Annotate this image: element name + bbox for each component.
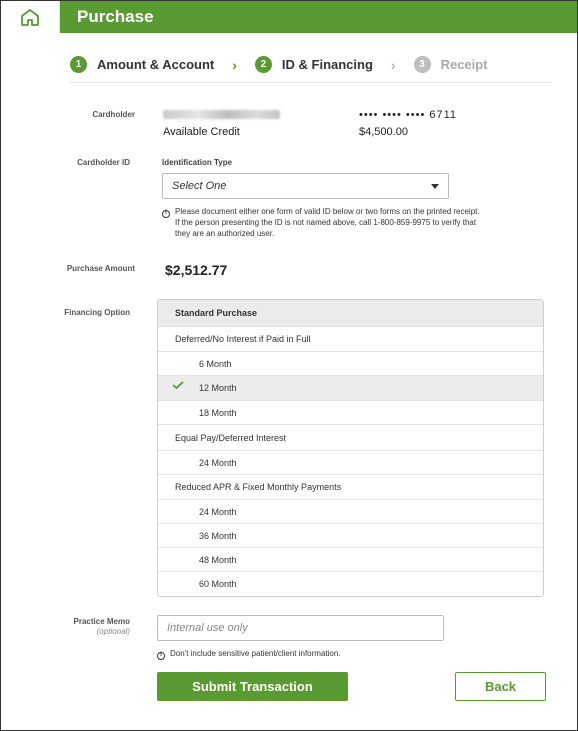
info-icon: i (157, 652, 165, 660)
chevron-right-icon: › (390, 56, 396, 73)
id-info-icon-wrap (162, 206, 170, 218)
memo-optional-text: (optional) (96, 627, 130, 636)
financing-option-label: Financing Option (64, 308, 130, 317)
back-button[interactable]: Back (455, 672, 546, 701)
option-reduced-24-month[interactable]: 24 Month (158, 499, 543, 523)
submit-transaction-button[interactable]: Submit Transaction (157, 672, 348, 701)
purchase-amount-label: Purchase Amount (66, 264, 135, 273)
option-deferred-18-month[interactable]: 18 Month (158, 400, 543, 424)
group-equal-pay: Equal Pay/Deferred Interest (158, 424, 543, 450)
header (1, 1, 577, 33)
step-label: Amount & Account (97, 57, 215, 72)
home-icon (20, 8, 40, 26)
step-receipt (414, 56, 488, 73)
option-reduced-60-month[interactable]: 60 Month (158, 571, 543, 596)
practice-memo-input[interactable] (157, 615, 444, 641)
option-equal-pay-24-month[interactable]: 24 Month (158, 450, 543, 474)
memo-note: Don't include sensitive patient/client information. (170, 649, 341, 658)
identification-type-label: Identification Type (162, 158, 233, 167)
step-id-financing (255, 56, 373, 73)
step-label: Receipt (440, 57, 488, 72)
step-amount-account (70, 56, 214, 73)
chevron-right-icon: › (232, 56, 237, 73)
id-note: Please document either one form of valid ID below or two forms on the printed receipt. If the person presenting the ID is not named above, call 1-800-859-9975 to verify that they are an authorized user. (175, 207, 480, 238)
card-number: •••• •••• •••• 6711 (359, 109, 458, 121)
financing-options-list (157, 299, 544, 597)
identification-type-select[interactable] (162, 173, 449, 199)
option-deferred-12-month[interactable] (158, 375, 543, 400)
option-deferred-6-month[interactable]: 6 Month (158, 351, 543, 375)
step-indicator (70, 53, 552, 83)
option-reduced-48-month[interactable]: 48 Month (158, 547, 543, 571)
option-label: 12 Month (199, 383, 237, 393)
standard-purchase-option[interactable]: Standard Purchase (158, 300, 543, 326)
home-button[interactable] (1, 1, 60, 33)
available-credit-label: Available Credit (163, 126, 240, 138)
step-number: 3 (414, 56, 431, 73)
memo-label-text: Practice Memo (73, 617, 130, 626)
page-title: Purchase (77, 7, 154, 26)
group-reduced-apr: Reduced APR & Fixed Monthly Payments (158, 474, 543, 499)
memo-info-icon-wrap (157, 648, 165, 660)
group-deferred-no-interest: Deferred/No Interest if Paid in Full (158, 326, 543, 351)
option-reduced-36-month[interactable]: 36 Month (158, 523, 543, 547)
cardholder-name-redacted (163, 110, 280, 119)
cardholder-label: Cardholder (92, 110, 135, 119)
select-value: Select One (172, 180, 227, 192)
available-credit-value: $4,500.00 (359, 126, 408, 138)
step-number: 2 (255, 56, 272, 73)
title-bar (60, 1, 577, 33)
chevron-down-icon (431, 184, 439, 189)
info-icon: i (162, 210, 170, 218)
checkmark-icon (172, 381, 184, 389)
step-number: 1 (70, 56, 87, 73)
practice-memo-label (20, 617, 130, 637)
purchase-amount: $2,512.77 (165, 262, 228, 278)
cardholder-id-label: Cardholder ID (77, 158, 130, 167)
step-label: ID & Financing (281, 57, 373, 72)
